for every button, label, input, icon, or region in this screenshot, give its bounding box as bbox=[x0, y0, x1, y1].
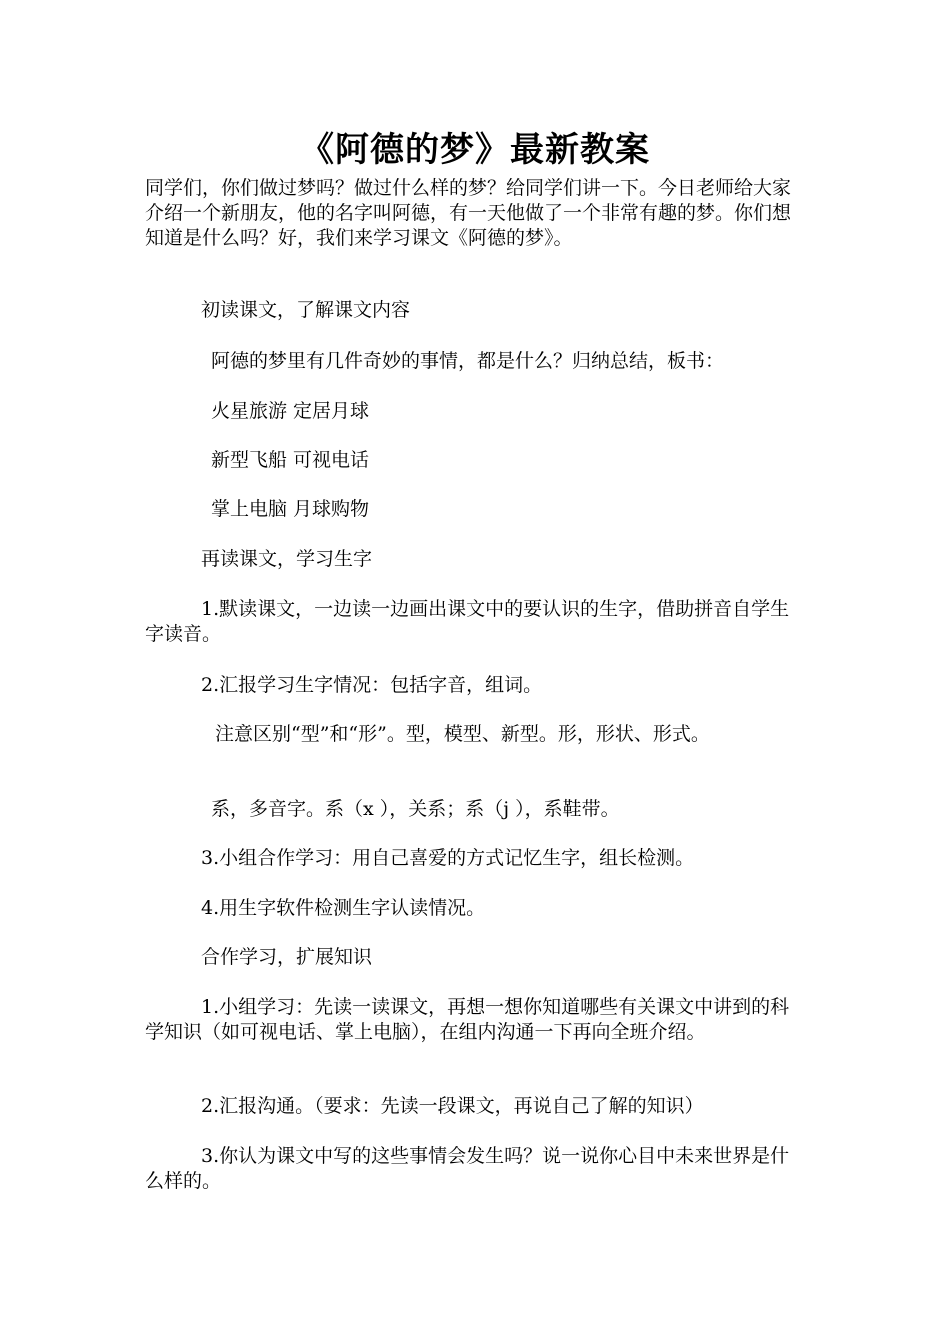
section3-item-2: 2.汇报沟通。（要求：先读一段课文，再说自己了解的知识） bbox=[201, 1095, 704, 1117]
section1-heading: 初读课文，了解课文内容 bbox=[201, 299, 411, 321]
board-line-2: 新型飞船 可视电话 bbox=[211, 449, 370, 471]
section2-item-2: 2.汇报学习生字情况：包括字音，组词。 bbox=[201, 674, 543, 696]
section3-item-1: 1.小组学习：先读一读课文，再想一想你知道哪些有关课文中讲到的科学知识（如可视电话、掌上电脑），在组内沟通一下再向全班介绍。 bbox=[145, 996, 790, 1043]
section2-note-1: 注意区别“型”和“形”。型，模型、新型。形，形状、形式。 bbox=[215, 723, 710, 745]
section2-heading: 再读课文，学习生字 bbox=[201, 548, 373, 570]
intro-paragraph: 同学们，你们做过梦吗？做过什么样的梦？给同学们讲一下。今日老师给大家介绍一个新朋友，他的名字叫阿德，有一天他做了一个非常有趣的梦。你们想知道是什么吗？好，我们来学习课文《阿德的梦》。 bbox=[145, 177, 792, 249]
section3-heading: 合作学习，扩展知识 bbox=[201, 946, 373, 968]
section3-item-3: 3.你认为课文中写的这些事情会发生吗？说一说你心目中未来世界是什么样的。 bbox=[145, 1145, 790, 1192]
board-line-3: 掌上电脑 月球购物 bbox=[211, 498, 370, 520]
section1-question: 阿德的梦里有几件奇妙的事情，都是什么？归纳总结，板书： bbox=[211, 350, 725, 372]
document-title: 《阿德的梦》最新教案 bbox=[300, 130, 650, 170]
section2-item-4: 4.用生字软件检测生字认读情况。 bbox=[201, 897, 486, 919]
section2-note-2: 系，多音字。系（x ），关系；系（j ），系鞋带。 bbox=[211, 798, 620, 820]
board-line-1: 火星旅游 定居月球 bbox=[211, 400, 370, 422]
section2-item-3: 3.小组合作学习：用自己喜爱的方式记忆生字，组长检测。 bbox=[201, 847, 695, 869]
section2-item-1: 1.默读课文，一边读一边画出课文中的要认识的生字，借助拼音自学生字读音。 bbox=[145, 598, 790, 645]
